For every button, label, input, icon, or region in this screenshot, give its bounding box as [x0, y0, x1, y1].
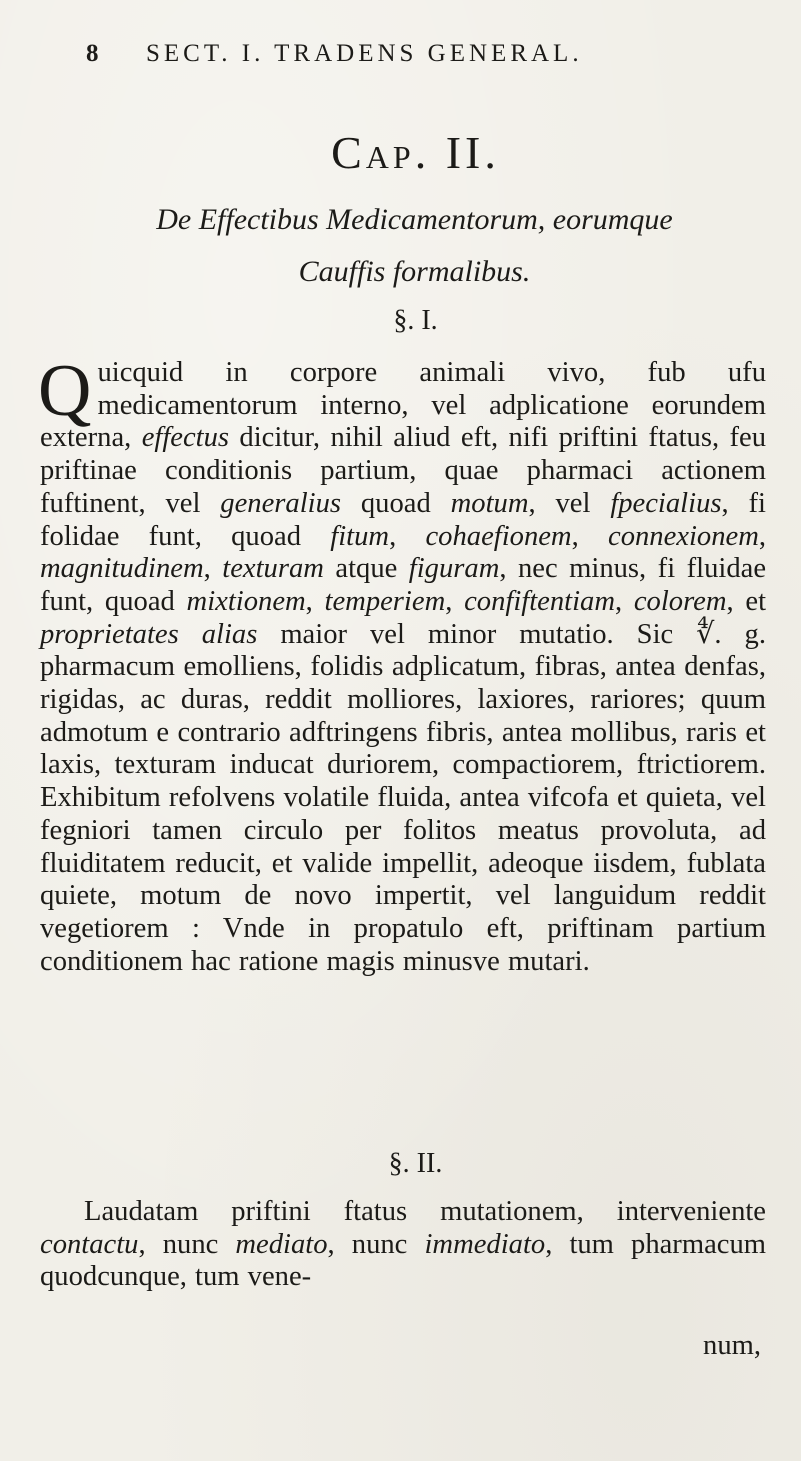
italic-term: confiftentiam — [464, 585, 615, 617]
italic-term: proprietates alias — [40, 618, 258, 650]
text-run: , nunc — [138, 1228, 236, 1260]
text-run: , — [445, 585, 465, 617]
text-run: quoad — [341, 487, 451, 519]
italic-term: contactu — [40, 1228, 139, 1260]
text-run: , — [203, 553, 223, 585]
italic-term: temperiem — [324, 585, 446, 617]
running-head — [86, 40, 766, 76]
italic-term: figuram — [408, 553, 500, 585]
running-title: SECT. I. TRADENS GENERAL. — [146, 40, 583, 67]
text-run: , — [758, 520, 767, 552]
text-run: , fi folidae funt, quoad — [40, 487, 766, 552]
italic-term: connexionem — [608, 520, 759, 552]
text-run: , — [389, 520, 426, 552]
italic-term: magnitudinem — [40, 553, 204, 585]
text-run: maior vel minor mutatio. Sic ∜. g. pharmacum emolliens, folidis adplicatum, fibras, antea denfas, rigidas, ac duras, reddit molliores, laxiores, rariores; quum admotum e contrario adftringens fibris, antea mollibus, raris et laxis, texturam inducat duriorem, compactiorem, ftrictiorem. Exhibitum refolvens volatile fluida, antea vifcofa et quieta, vel fegniori tamen circulo per folitos meatus provoluta, ad fluiditatem reducit, et valide impellit, adeoque iisdem, fublata quiete, motum de novo impertit, vel languidum reddit vegetiorem : Vnde in propatulo eft, priftinam partium conditionem hac ratione magis minusve mutari. — [40, 618, 767, 977]
italic-term: motum — [450, 487, 529, 519]
text-run: , — [614, 585, 634, 617]
italic-term: generalius — [220, 487, 342, 519]
text-run: , nunc — [327, 1228, 425, 1260]
paragraph-section-2 — [40, 1196, 766, 1294]
italic-term: immediato — [424, 1228, 546, 1260]
text-run: , vel — [528, 487, 611, 519]
paragraph-2-body — [40, 1196, 766, 1292]
paragraph-section-1 — [38, 350, 767, 978]
text-run: , et — [726, 585, 767, 617]
section-heading-2: §. II. — [388, 1148, 443, 1179]
italic-term: cohaefionem — [425, 520, 572, 552]
italic-term: texturam — [222, 553, 324, 585]
italic-term: mediato — [235, 1228, 328, 1260]
catchword: num, — [703, 1330, 761, 1361]
text-run: , nec minus, fi fluidae funt, quoad — [40, 553, 767, 617]
section-heading-1: §. I. — [393, 305, 438, 336]
drop-cap-initial: Q — [38, 350, 92, 432]
italic-term: effectus — [141, 422, 230, 454]
subtitle-line-2: Cauffis formalibus. — [298, 255, 531, 288]
paragraph-1-body — [38, 350, 767, 977]
italic-term: mixtionem — [186, 585, 306, 617]
text-run: , — [305, 585, 325, 617]
page-number: 8 — [86, 40, 102, 67]
text-run: , — [571, 520, 609, 552]
italic-term: fpecialius — [610, 487, 722, 519]
text-run: , tum pharmacum quodcunque, tum vene- — [40, 1228, 766, 1293]
chapter-title: Cap. II. — [331, 127, 500, 178]
italic-term: fitum — [330, 520, 390, 552]
text-run: dicitur, nihil aliud eft, nifi priftini ftatus, feu priftinae conditionis partium, quae pharmaci actionem fuftinent, vel — [40, 422, 767, 519]
subtitle-line-1: De Effectibus Medicamentorum, eorumque — [156, 203, 673, 236]
italic-term: colorem — [633, 585, 727, 617]
chapter-subtitle — [0, 194, 801, 298]
text-run: atque — [323, 553, 409, 585]
text-run: Laudatam priftini ftatus mutationem, interveniente — [84, 1196, 766, 1227]
text-run: uicquid in corpore animali vivo, fub ufu medicamentorum interno, vel adplicatione eorundem externa, — [40, 357, 766, 454]
